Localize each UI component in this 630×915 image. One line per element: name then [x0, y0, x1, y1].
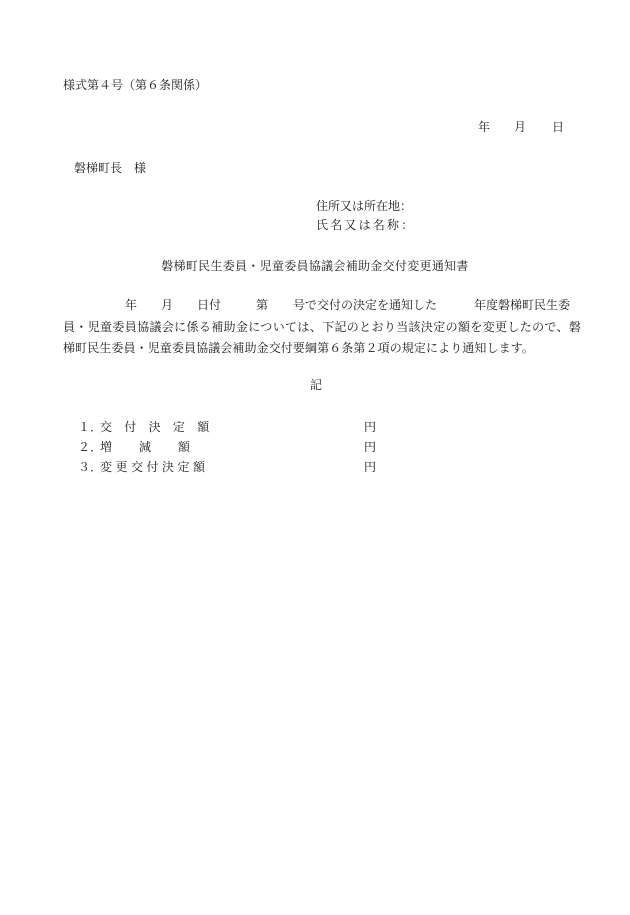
body-fiscal-year-text: 年度磐梯町民生委 [474, 298, 571, 312]
date-month-label: 月 [514, 120, 527, 134]
body-line-2: 員・児童委員協議会に係る補助金については、下記のとおり当該決定の額を変更したので、磐 [63, 320, 582, 334]
recipient: 磐梯町長 様 [74, 161, 147, 175]
body-year-label: 年 [125, 298, 138, 312]
document-title: 磐梯町民生委員・児童委員協議会補助金交付変更通知書 [161, 259, 469, 273]
item-label: 増減額 [100, 440, 218, 454]
item-number: ２． [78, 440, 103, 454]
item-unit: 円 [364, 440, 377, 454]
ki-heading: 記 [310, 378, 323, 392]
date-day-label: 日 [552, 120, 565, 134]
body-line-1 [63, 299, 571, 313]
item-label: 変更交付決定額 [100, 460, 209, 474]
address-label: 住所又は所在地： [316, 199, 413, 213]
item-number: １． [78, 420, 103, 434]
body-line-3: 梯町民生委員・児童委員協議会補助金交付要綱第６条第２項の規定により通知します。 [63, 341, 534, 355]
form-number: 様式第４号（第６条関係） [63, 78, 208, 92]
item-unit: 円 [364, 420, 377, 434]
list-item [0, 421, 630, 435]
body-day-label: 日付 [197, 298, 222, 312]
list-item [0, 461, 630, 475]
body-number-label: 第 [256, 298, 269, 312]
item-unit: 円 [364, 460, 377, 474]
date-line [0, 121, 630, 135]
item-number: ３． [78, 460, 103, 474]
date-year-label: 年 [478, 120, 491, 134]
item-label: 交付決定額 [100, 420, 222, 434]
body-month-label: 月 [161, 298, 174, 312]
name-label: 氏名又は名称： [316, 218, 416, 232]
body-notice-text: 号で交付の決定を通知した [293, 298, 438, 312]
list-item [0, 441, 630, 455]
